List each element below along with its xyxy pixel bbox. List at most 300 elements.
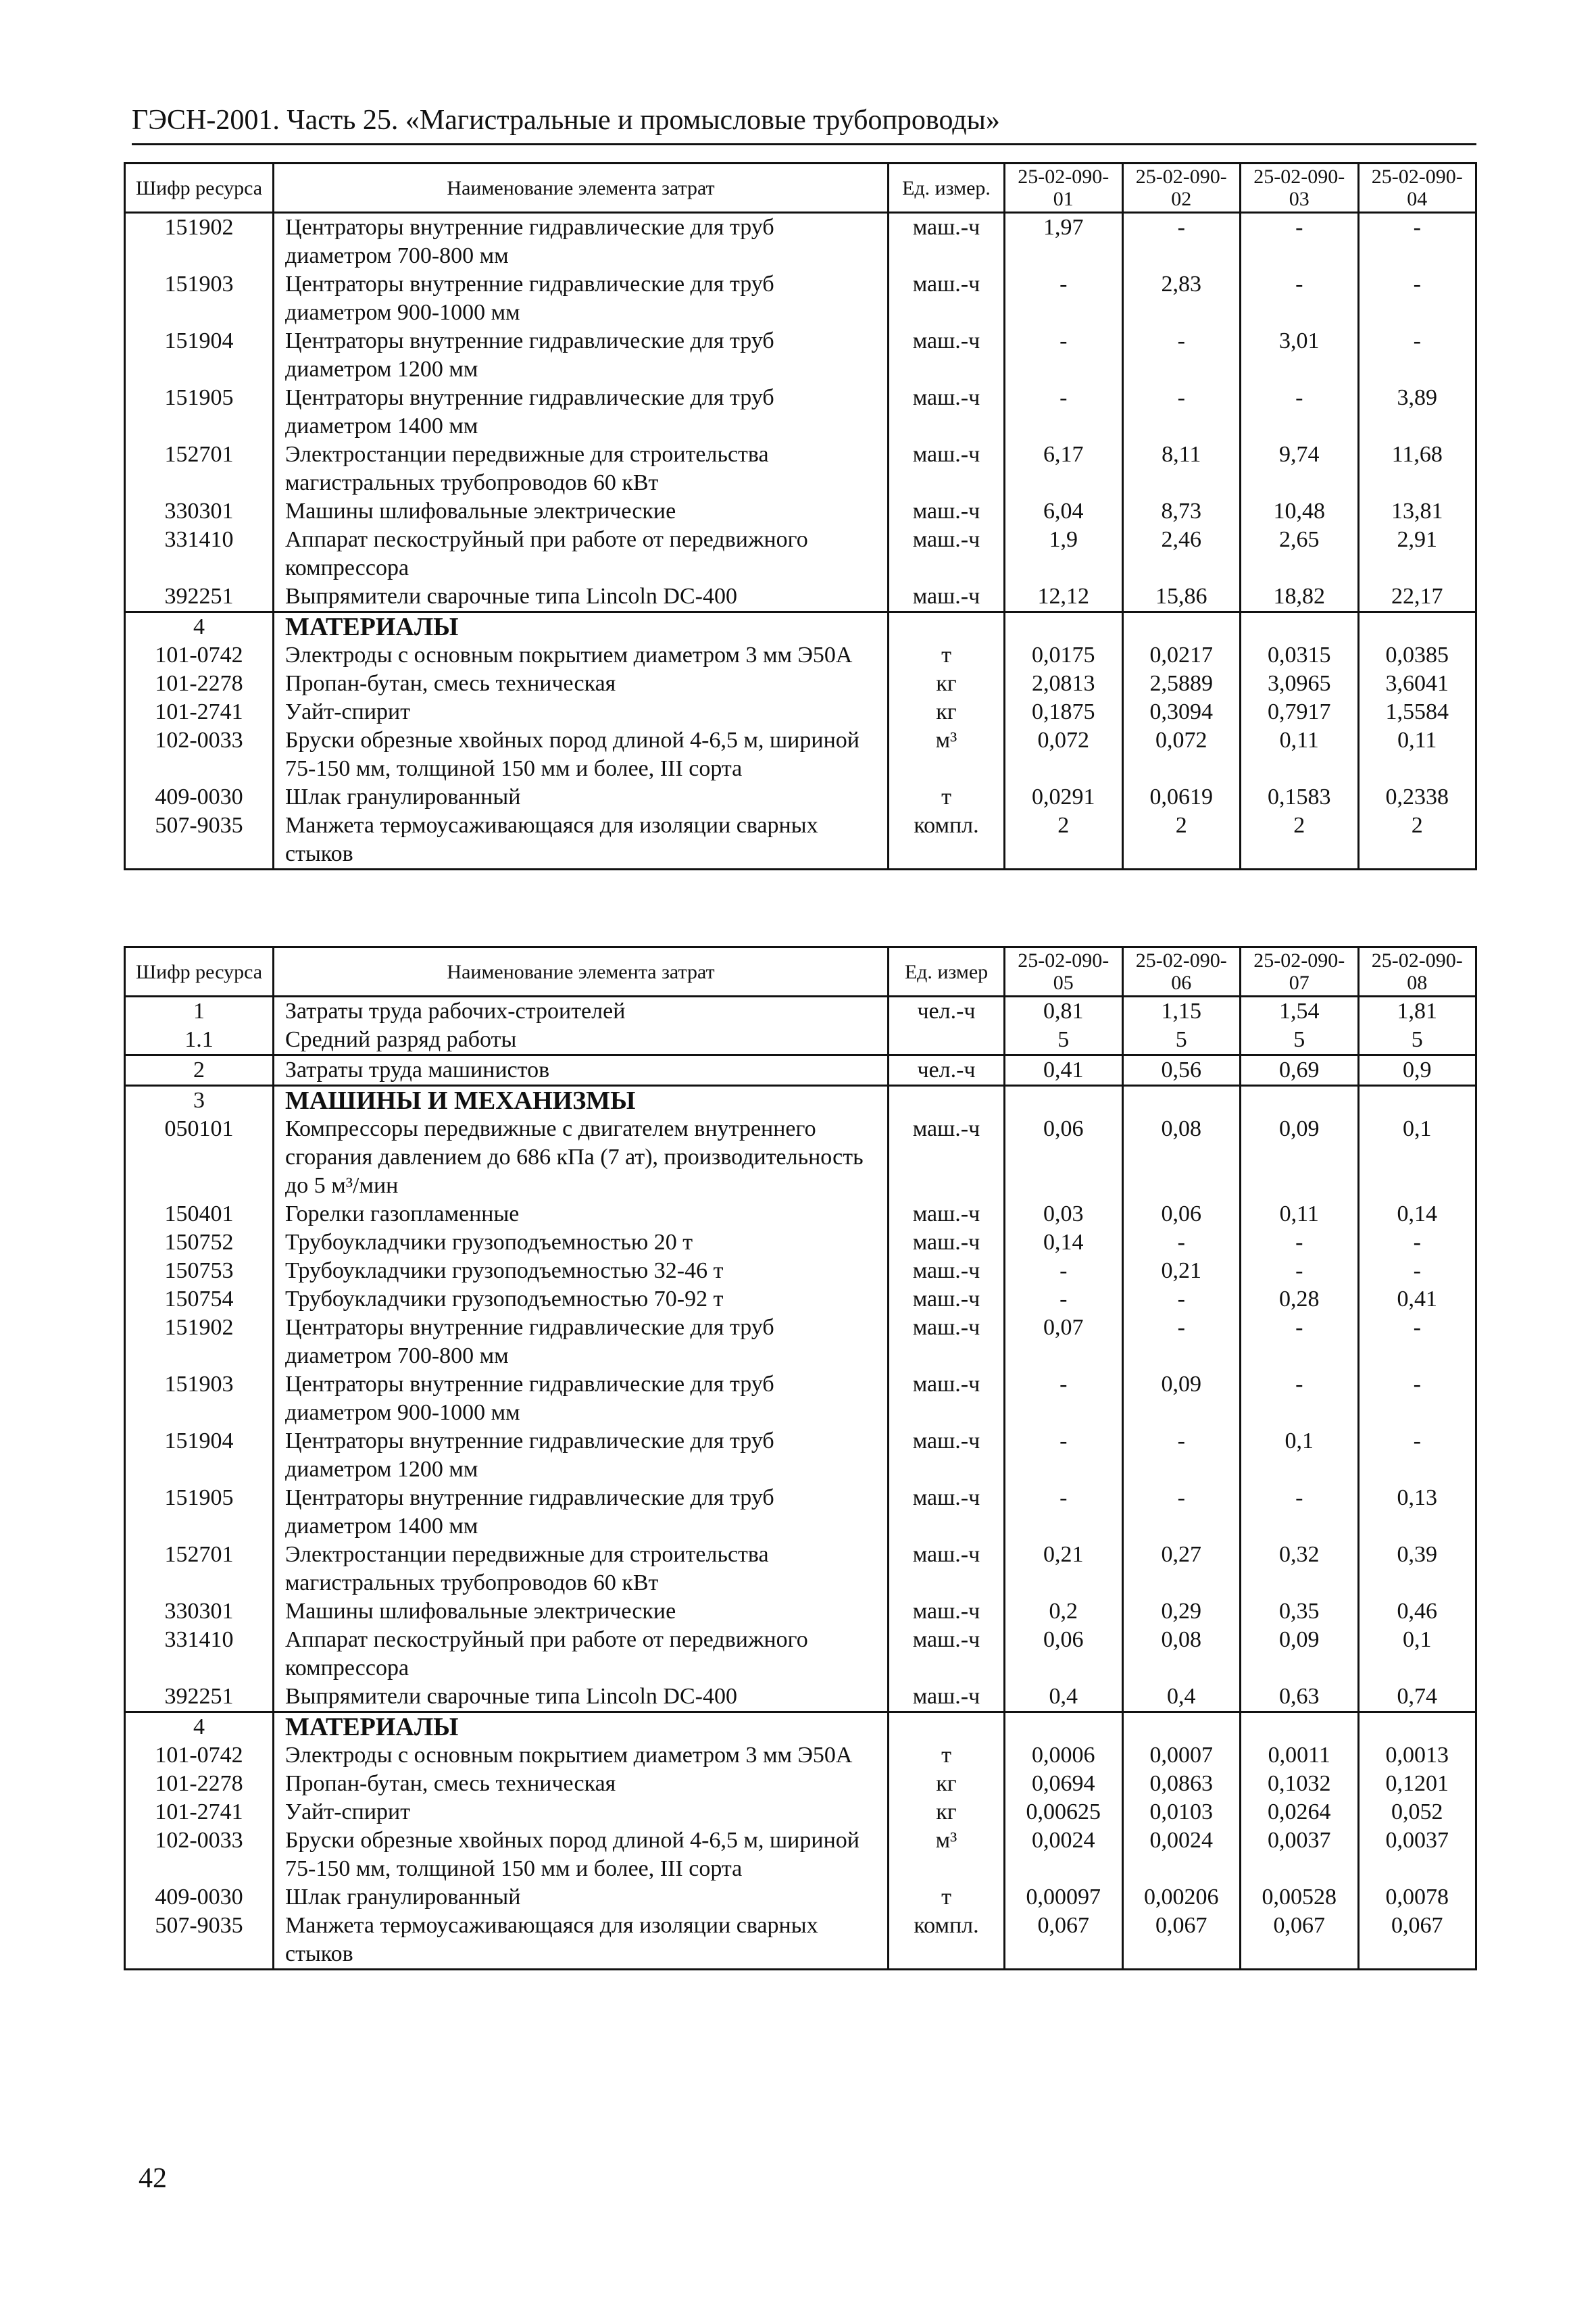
name-cell: Средний разряд работы xyxy=(274,1026,889,1055)
unit-cell: маш.-ч xyxy=(889,270,1005,327)
table-row xyxy=(125,213,1476,271)
resource-table-1 xyxy=(124,162,1477,870)
value-cell: 8,73 xyxy=(1122,497,1241,526)
code-cell: 4 xyxy=(125,1712,274,1742)
value-cell: 0,27 xyxy=(1122,1541,1241,1597)
code-cell: 151903 xyxy=(125,1370,274,1427)
value-cell: 0,11 xyxy=(1241,726,1359,783)
table-row xyxy=(125,270,1476,327)
table-row xyxy=(125,1484,1476,1541)
name-cell: Манжета термоусаживающаяся для изоляции сварных стыков xyxy=(274,812,889,870)
table-row xyxy=(125,497,1476,526)
table-row xyxy=(125,384,1476,441)
value-cell: 2,83 xyxy=(1122,270,1241,327)
name-cell: Центраторы внутренние гидравлические для труб диаметром 1200 мм xyxy=(274,327,889,384)
code-cell: 331410 xyxy=(125,526,274,582)
value-cell: - xyxy=(1358,1427,1476,1484)
unit-cell: т xyxy=(889,641,1005,670)
value-cell: 9,74 xyxy=(1241,441,1359,497)
value-cell: 0,32 xyxy=(1241,1541,1359,1597)
unit-cell xyxy=(889,612,1005,642)
table-row xyxy=(125,1427,1476,1484)
header-col-1: 25-02-090-05 xyxy=(1005,947,1123,997)
code-cell: 102-0033 xyxy=(125,726,274,783)
value-cell: 0,08 xyxy=(1122,1626,1241,1683)
value-cell: - xyxy=(1005,1484,1123,1541)
value-cell: 0,0013 xyxy=(1358,1741,1476,1770)
name-cell: Машины шлифовальные электрические xyxy=(274,497,889,526)
value-cell: 0,4 xyxy=(1005,1683,1123,1712)
value-cell xyxy=(1122,1712,1241,1742)
name-cell: Машины шлифовальные электрические xyxy=(274,1597,889,1626)
unit-cell: компл. xyxy=(889,812,1005,870)
value-cell: 0,0037 xyxy=(1358,1826,1476,1883)
unit-cell xyxy=(889,1026,1005,1055)
value-cell xyxy=(1241,1712,1359,1742)
value-cell: 0,00528 xyxy=(1241,1883,1359,1912)
table-row xyxy=(125,1314,1476,1370)
name-cell: Бруски обрезные хвойных пород длиной 4-6,5 м, шириной 75-150 мм, толщиной 150 мм и более, III сорта xyxy=(274,1826,889,1883)
table-body xyxy=(125,213,1476,870)
table-row xyxy=(125,1026,1476,1055)
name-cell: Трубоукладчики грузоподъемностью 70-92 т xyxy=(274,1285,889,1314)
unit-cell: маш.-ч xyxy=(889,1200,1005,1228)
value-cell: - xyxy=(1005,1285,1123,1314)
value-cell: 0,11 xyxy=(1358,726,1476,783)
value-cell: 0,7917 xyxy=(1241,698,1359,726)
code-cell: 101-0742 xyxy=(125,1741,274,1770)
table-row xyxy=(125,997,1476,1026)
unit-cell: маш.-ч xyxy=(889,213,1005,271)
unit-cell: м³ xyxy=(889,726,1005,783)
value-cell: 0,28 xyxy=(1241,1285,1359,1314)
unit-cell xyxy=(889,1712,1005,1742)
table-header-row xyxy=(125,947,1476,997)
code-cell: 101-2278 xyxy=(125,1770,274,1798)
unit-cell: маш.-ч xyxy=(889,1115,1005,1200)
name-cell: Аппарат пескоструйный при работе от передвижного компрессора xyxy=(274,1626,889,1683)
value-cell xyxy=(1358,1086,1476,1116)
header-unit: Ед. измер xyxy=(889,947,1005,997)
value-cell: - xyxy=(1241,1228,1359,1257)
value-cell: 0,63 xyxy=(1241,1683,1359,1712)
resource-table-2 xyxy=(124,946,1477,1970)
table-row xyxy=(125,1228,1476,1257)
code-cell: 102-0033 xyxy=(125,1826,274,1883)
value-cell: 22,17 xyxy=(1358,582,1476,612)
code-cell: 152701 xyxy=(125,441,274,497)
value-cell: 0,00097 xyxy=(1005,1883,1123,1912)
value-cell: - xyxy=(1241,213,1359,271)
code-cell: 392251 xyxy=(125,1683,274,1712)
value-cell: 0,9 xyxy=(1358,1055,1476,1086)
value-cell: - xyxy=(1005,270,1123,327)
value-cell: 11,68 xyxy=(1358,441,1476,497)
unit-cell: маш.-ч xyxy=(889,1484,1005,1541)
value-cell: 0,41 xyxy=(1005,1055,1123,1086)
name-cell: Трубоукладчики грузоподъемностью 32-46 т xyxy=(274,1257,889,1285)
code-cell: 392251 xyxy=(125,582,274,612)
unit-cell: компл. xyxy=(889,1912,1005,1970)
value-cell: 0,21 xyxy=(1122,1257,1241,1285)
value-cell: 3,89 xyxy=(1358,384,1476,441)
value-cell: 0,0315 xyxy=(1241,641,1359,670)
name-cell: Уайт-спирит xyxy=(274,1798,889,1826)
value-cell: 0,1583 xyxy=(1241,783,1359,812)
table-row xyxy=(125,1626,1476,1683)
value-cell: 2 xyxy=(1122,812,1241,870)
value-cell: 0,39 xyxy=(1358,1541,1476,1597)
code-cell: 151902 xyxy=(125,213,274,271)
value-cell: 0,0264 xyxy=(1241,1798,1359,1826)
header-col-3: 25-02-090-07 xyxy=(1241,947,1359,997)
value-cell: 0,29 xyxy=(1122,1597,1241,1626)
value-cell xyxy=(1241,612,1359,642)
unit-cell: маш.-ч xyxy=(889,1257,1005,1285)
header-col-2: 25-02-090-02 xyxy=(1122,164,1241,213)
value-cell: 13,81 xyxy=(1358,497,1476,526)
value-cell: 0,1032 xyxy=(1241,1770,1359,1798)
value-cell: 0,0694 xyxy=(1005,1770,1123,1798)
header-col-4: 25-02-090-08 xyxy=(1358,947,1476,997)
table-row xyxy=(125,812,1476,870)
value-cell xyxy=(1122,1086,1241,1116)
section-row xyxy=(125,612,1476,642)
value-cell: 0,067 xyxy=(1005,1912,1123,1970)
value-cell: 2 xyxy=(1358,812,1476,870)
table-header-row xyxy=(125,164,1476,213)
value-cell: 1,81 xyxy=(1358,997,1476,1026)
value-cell: 0,09 xyxy=(1122,1370,1241,1427)
value-cell: 2,5889 xyxy=(1122,670,1241,698)
name-cell: Электроды с основным покрытием диаметром 3 мм Э50А xyxy=(274,641,889,670)
value-cell: 0,0024 xyxy=(1005,1826,1123,1883)
unit-cell: кг xyxy=(889,1770,1005,1798)
value-cell: 0,1 xyxy=(1358,1115,1476,1200)
unit-cell: маш.-ч xyxy=(889,497,1005,526)
unit-cell: маш.-ч xyxy=(889,1427,1005,1484)
value-cell: 0,0024 xyxy=(1122,1826,1241,1883)
unit-cell: маш.-ч xyxy=(889,1626,1005,1683)
value-cell xyxy=(1358,1712,1476,1742)
table-row xyxy=(125,1597,1476,1626)
page-number: 42 xyxy=(139,2163,167,2194)
name-cell: МАТЕРИАЛЫ xyxy=(274,1712,889,1742)
header-unit: Ед. измер. xyxy=(889,164,1005,213)
code-cell: 1 xyxy=(125,997,274,1026)
table-row xyxy=(125,1370,1476,1427)
name-cell: Центраторы внутренние гидравлические для труб диаметром 700-800 мм xyxy=(274,213,889,271)
name-cell: Шлак гранулированный xyxy=(274,1883,889,1912)
name-cell: Бруски обрезные хвойных пород длиной 4-6,5 м, шириной 75-150 мм, толщиной 150 мм и более, III сорта xyxy=(274,726,889,783)
name-cell: Центраторы внутренние гидравлические для труб диаметром 700-800 мм xyxy=(274,1314,889,1370)
code-cell: 101-2741 xyxy=(125,698,274,726)
value-cell: 0,81 xyxy=(1005,997,1123,1026)
value-cell xyxy=(1005,1086,1123,1116)
value-cell: 1,15 xyxy=(1122,997,1241,1026)
name-cell: Выпрямители сварочные типа Lincoln DC-400 xyxy=(274,1683,889,1712)
value-cell: 0,052 xyxy=(1358,1798,1476,1826)
name-cell: Аппарат пескоструйный при работе от передвижного компрессора xyxy=(274,526,889,582)
name-cell: Пропан-бутан, смесь техническая xyxy=(274,670,889,698)
unit-cell: маш.-ч xyxy=(889,1228,1005,1257)
name-cell: Затраты труда машинистов xyxy=(274,1055,889,1086)
value-cell: 0,08 xyxy=(1122,1115,1241,1200)
value-cell: 0,06 xyxy=(1005,1626,1123,1683)
value-cell: 0,11 xyxy=(1241,1200,1359,1228)
unit-cell: маш.-ч xyxy=(889,384,1005,441)
unit-cell: чел.-ч xyxy=(889,997,1005,1026)
value-cell: 5 xyxy=(1122,1026,1241,1055)
value-cell: 0,1 xyxy=(1358,1626,1476,1683)
value-cell: 0,1875 xyxy=(1005,698,1123,726)
table-row xyxy=(125,327,1476,384)
value-cell: 0,0619 xyxy=(1122,783,1241,812)
unit-cell: т xyxy=(889,1883,1005,1912)
code-cell: 150401 xyxy=(125,1200,274,1228)
value-cell: 10,48 xyxy=(1241,497,1359,526)
value-cell: - xyxy=(1241,1314,1359,1370)
value-cell: 1,5584 xyxy=(1358,698,1476,726)
unit-cell: чел.-ч xyxy=(889,1055,1005,1086)
code-cell: 050101 xyxy=(125,1115,274,1200)
code-cell: 330301 xyxy=(125,1597,274,1626)
table-row xyxy=(125,1257,1476,1285)
value-cell: 18,82 xyxy=(1241,582,1359,612)
value-cell: - xyxy=(1241,1484,1359,1541)
table-row xyxy=(125,526,1476,582)
unit-cell: маш.-ч xyxy=(889,1314,1005,1370)
value-cell: - xyxy=(1122,1314,1241,1370)
name-cell: Электростанции передвижные для строительства магистральных трубопроводов 60 кВт xyxy=(274,1541,889,1597)
code-cell: 152701 xyxy=(125,1541,274,1597)
value-cell: - xyxy=(1122,1427,1241,1484)
code-cell: 151904 xyxy=(125,327,274,384)
value-cell: 0,14 xyxy=(1358,1200,1476,1228)
name-cell: Центраторы внутренние гидравлические для труб диаметром 900-1000 мм xyxy=(274,270,889,327)
value-cell: 0,46 xyxy=(1358,1597,1476,1626)
name-cell: Компрессоры передвижные с двигателем внутреннего сгорания давлением до 686 кПа (7 ат), производительность до 5 м³/мин xyxy=(274,1115,889,1200)
name-cell: Шлак гранулированный xyxy=(274,783,889,812)
value-cell: - xyxy=(1122,327,1241,384)
name-cell: Электроды с основным покрытием диаметром 3 мм Э50А xyxy=(274,1741,889,1770)
code-cell: 151904 xyxy=(125,1427,274,1484)
value-cell: - xyxy=(1122,1285,1241,1314)
name-cell: Манжета термоусаживающаяся для изоляции сварных стыков xyxy=(274,1912,889,1970)
value-cell: - xyxy=(1241,270,1359,327)
value-cell: 0,0078 xyxy=(1358,1883,1476,1912)
table-row xyxy=(125,582,1476,612)
header-name: Наименование элемента затрат xyxy=(274,164,889,213)
unit-cell: т xyxy=(889,1741,1005,1770)
code-cell: 151902 xyxy=(125,1314,274,1370)
value-cell: 0,0011 xyxy=(1241,1741,1359,1770)
value-cell: 0,13 xyxy=(1358,1484,1476,1541)
table-row xyxy=(125,1200,1476,1228)
value-cell: 0,06 xyxy=(1122,1200,1241,1228)
value-cell: 0,0006 xyxy=(1005,1741,1123,1770)
value-cell: 0,21 xyxy=(1005,1541,1123,1597)
value-cell: 0,1 xyxy=(1241,1427,1359,1484)
unit-cell: маш.-ч xyxy=(889,327,1005,384)
code-cell: 151905 xyxy=(125,1484,274,1541)
code-cell: 1.1 xyxy=(125,1026,274,1055)
code-cell: 2 xyxy=(125,1055,274,1086)
value-cell: 0,03 xyxy=(1005,1200,1123,1228)
value-cell: - xyxy=(1122,384,1241,441)
value-cell: 2,65 xyxy=(1241,526,1359,582)
value-cell: - xyxy=(1122,1228,1241,1257)
value-cell: 1,9 xyxy=(1005,526,1123,582)
value-cell: - xyxy=(1358,213,1476,271)
value-cell: 0,0217 xyxy=(1122,641,1241,670)
unit-cell: м³ xyxy=(889,1826,1005,1883)
code-cell: 150752 xyxy=(125,1228,274,1257)
table-row xyxy=(125,698,1476,726)
table-row xyxy=(125,726,1476,783)
table-row xyxy=(125,670,1476,698)
value-cell: 0,74 xyxy=(1358,1683,1476,1712)
unit-cell: маш.-ч xyxy=(889,1541,1005,1597)
value-cell: 6,17 xyxy=(1005,441,1123,497)
value-cell: 15,86 xyxy=(1122,582,1241,612)
value-cell: 0,07 xyxy=(1005,1314,1123,1370)
value-cell: - xyxy=(1358,1370,1476,1427)
table-row xyxy=(125,1285,1476,1314)
value-cell: 2,46 xyxy=(1122,526,1241,582)
code-cell: 101-0742 xyxy=(125,641,274,670)
code-cell: 507-9035 xyxy=(125,1912,274,1970)
value-cell: - xyxy=(1122,1484,1241,1541)
value-cell: 1,97 xyxy=(1005,213,1123,271)
value-cell: 0,072 xyxy=(1122,726,1241,783)
table-row xyxy=(125,641,1476,670)
value-cell: 0,41 xyxy=(1358,1285,1476,1314)
name-cell: Уайт-спирит xyxy=(274,698,889,726)
value-cell: - xyxy=(1241,384,1359,441)
header-code: Шифр ресурса xyxy=(125,947,274,997)
name-cell: МАШИНЫ И МЕХАНИЗМЫ xyxy=(274,1086,889,1116)
table-row xyxy=(125,1798,1476,1826)
value-cell: 0,06 xyxy=(1005,1115,1123,1200)
value-cell: 5 xyxy=(1358,1026,1476,1055)
value-cell: 2 xyxy=(1241,812,1359,870)
value-cell: 2 xyxy=(1005,812,1123,870)
unit-cell: маш.-ч xyxy=(889,1370,1005,1427)
value-cell: 0,0037 xyxy=(1241,1826,1359,1883)
table-row xyxy=(125,1883,1476,1912)
value-cell: - xyxy=(1241,1370,1359,1427)
table-row xyxy=(125,441,1476,497)
name-cell: Горелки газопламенные xyxy=(274,1200,889,1228)
name-cell: Электростанции передвижные для строительства магистральных трубопроводов 60 кВт xyxy=(274,441,889,497)
value-cell: - xyxy=(1241,1257,1359,1285)
value-cell: 3,01 xyxy=(1241,327,1359,384)
table-row xyxy=(125,1741,1476,1770)
table-row xyxy=(125,1541,1476,1597)
code-cell: 4 xyxy=(125,612,274,642)
header-col-2: 25-02-090-06 xyxy=(1122,947,1241,997)
code-cell: 101-2278 xyxy=(125,670,274,698)
header-col-3: 25-02-090-03 xyxy=(1241,164,1359,213)
unit-cell: маш.-ч xyxy=(889,582,1005,612)
value-cell: - xyxy=(1005,1257,1123,1285)
value-cell: 2,0813 xyxy=(1005,670,1123,698)
code-cell: 507-9035 xyxy=(125,812,274,870)
table-body xyxy=(125,997,1476,1970)
table-row xyxy=(125,1055,1476,1086)
name-cell: Трубоукладчики грузоподъемностью 20 т xyxy=(274,1228,889,1257)
value-cell xyxy=(1005,612,1123,642)
name-cell: МАТЕРИАЛЫ xyxy=(274,612,889,642)
code-cell: 150754 xyxy=(125,1285,274,1314)
name-cell: Центраторы внутренние гидравлические для труб диаметром 900-1000 мм xyxy=(274,1370,889,1427)
header-col-1: 25-02-090-01 xyxy=(1005,164,1123,213)
value-cell: 0,072 xyxy=(1005,726,1123,783)
code-cell: 151903 xyxy=(125,270,274,327)
value-cell: 0,0291 xyxy=(1005,783,1123,812)
table-row xyxy=(125,783,1476,812)
value-cell: 3,0965 xyxy=(1241,670,1359,698)
value-cell: 0,69 xyxy=(1241,1055,1359,1086)
table-row xyxy=(125,1826,1476,1883)
unit-cell: маш.-ч xyxy=(889,441,1005,497)
value-cell: 0,56 xyxy=(1122,1055,1241,1086)
value-cell: - xyxy=(1358,1257,1476,1285)
value-cell: 0,2 xyxy=(1005,1597,1123,1626)
section-row xyxy=(125,1086,1476,1116)
value-cell: 0,067 xyxy=(1122,1912,1241,1970)
unit-cell: маш.-ч xyxy=(889,1683,1005,1712)
value-cell: 0,09 xyxy=(1241,1115,1359,1200)
code-cell: 150753 xyxy=(125,1257,274,1285)
value-cell xyxy=(1005,1712,1123,1742)
value-cell: - xyxy=(1005,384,1123,441)
code-cell: 331410 xyxy=(125,1626,274,1683)
value-cell xyxy=(1241,1086,1359,1116)
value-cell: - xyxy=(1358,327,1476,384)
name-cell: Центраторы внутренние гидравлические для труб диаметром 1200 мм xyxy=(274,1427,889,1484)
header-name: Наименование элемента затрат xyxy=(274,947,889,997)
code-cell: 151905 xyxy=(125,384,274,441)
value-cell: 12,12 xyxy=(1005,582,1123,612)
value-cell: - xyxy=(1358,1314,1476,1370)
value-cell: 0,4 xyxy=(1122,1683,1241,1712)
unit-cell: маш.-ч xyxy=(889,1285,1005,1314)
value-cell: 0,00625 xyxy=(1005,1798,1123,1826)
value-cell: - xyxy=(1005,1427,1123,1484)
value-cell: 0,3094 xyxy=(1122,698,1241,726)
header-code: Шифр ресурса xyxy=(125,164,274,213)
unit-cell xyxy=(889,1086,1005,1116)
value-cell xyxy=(1122,612,1241,642)
table-row xyxy=(125,1115,1476,1200)
value-cell: 0,14 xyxy=(1005,1228,1123,1257)
name-cell: Центраторы внутренние гидравлические для труб диаметром 1400 мм xyxy=(274,1484,889,1541)
value-cell: 0,0385 xyxy=(1358,641,1476,670)
value-cell: 0,0103 xyxy=(1122,1798,1241,1826)
value-cell: 0,0175 xyxy=(1005,641,1123,670)
value-cell: - xyxy=(1005,327,1123,384)
value-cell: 0,09 xyxy=(1241,1626,1359,1683)
value-cell: 0,0007 xyxy=(1122,1741,1241,1770)
unit-cell: маш.-ч xyxy=(889,526,1005,582)
value-cell: - xyxy=(1358,270,1476,327)
unit-cell: кг xyxy=(889,698,1005,726)
value-cell: 0,0863 xyxy=(1122,1770,1241,1798)
name-cell: Выпрямители сварочные типа Lincoln DC-400 xyxy=(274,582,889,612)
value-cell: 0,067 xyxy=(1241,1912,1359,1970)
